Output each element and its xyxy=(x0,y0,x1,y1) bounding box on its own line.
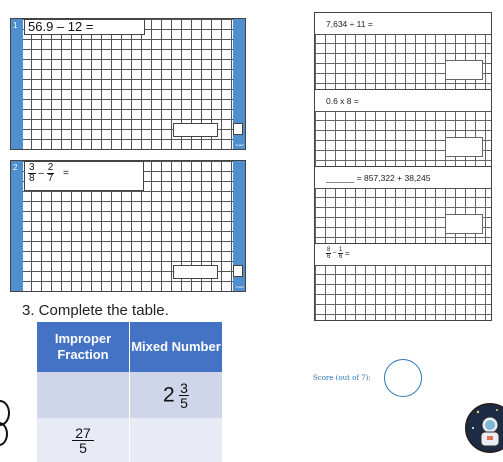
check-box[interactable] xyxy=(233,265,243,277)
fraction-b: $\frac{2}{7}$ xyxy=(47,162,54,184)
fraction-table xyxy=(37,322,222,462)
table-header-mixed: Mixed Number xyxy=(130,322,223,372)
decorative-circle xyxy=(0,422,8,446)
check-box[interactable] xyxy=(233,123,243,135)
question-3-title: 3. Complete the table. xyxy=(22,302,169,319)
score-circle[interactable] xyxy=(384,359,422,397)
right-question-3-expression: ______ = 857,322 + 38,245 xyxy=(315,167,491,189)
question-number: 2 xyxy=(13,163,18,172)
table-cell-blank[interactable] xyxy=(37,372,130,418)
right-question-2-expression: 0.6 x 8 = xyxy=(315,90,491,112)
right-question-1-panel xyxy=(314,12,492,90)
right-question-2-panel xyxy=(314,89,492,167)
blank-line: ______ xyxy=(326,173,355,183)
footer-label: Graph xyxy=(235,143,244,147)
table-cell-improper-fraction: $\frac{27}{5}$ xyxy=(37,418,130,462)
right-question-4-expression: $\frac{8}{6}$ – $\frac{1}{6}$ = xyxy=(315,244,491,266)
right-question-1-expression: 7,634 ÷ 11 = xyxy=(315,13,491,35)
right-question-4-panel xyxy=(314,243,492,321)
question-number: 1 xyxy=(13,21,18,30)
question-1-expression: 56.9 – 12 = xyxy=(24,19,145,35)
fraction-a: $\frac{3}{8}$ xyxy=(29,162,35,184)
left-blue-bar xyxy=(11,19,23,149)
answer-box[interactable] xyxy=(445,214,483,234)
footer-label: Graph xyxy=(235,285,244,289)
question-1-panel xyxy=(10,18,246,150)
right-question-3-panel xyxy=(314,166,492,244)
astronaut-icon xyxy=(463,398,503,453)
left-blue-bar xyxy=(11,161,23,291)
answer-box[interactable] xyxy=(173,265,218,279)
table-cell-mixed-number: 2 $\frac{3}{5}$ xyxy=(130,372,223,418)
answer-box[interactable] xyxy=(173,123,218,137)
answer-box[interactable] xyxy=(445,137,483,157)
table-cell-blank[interactable] xyxy=(130,418,223,462)
answer-box[interactable] xyxy=(445,60,483,80)
score-label: Score (out of 7): xyxy=(313,374,371,382)
question-2-expression: $\frac{3}{8}$ – $\frac{2}{7}$ = xyxy=(24,161,144,191)
astronaut-sticker xyxy=(463,398,503,453)
question-2-panel xyxy=(10,160,246,292)
table-header-improper: Improper Fraction xyxy=(37,322,130,372)
